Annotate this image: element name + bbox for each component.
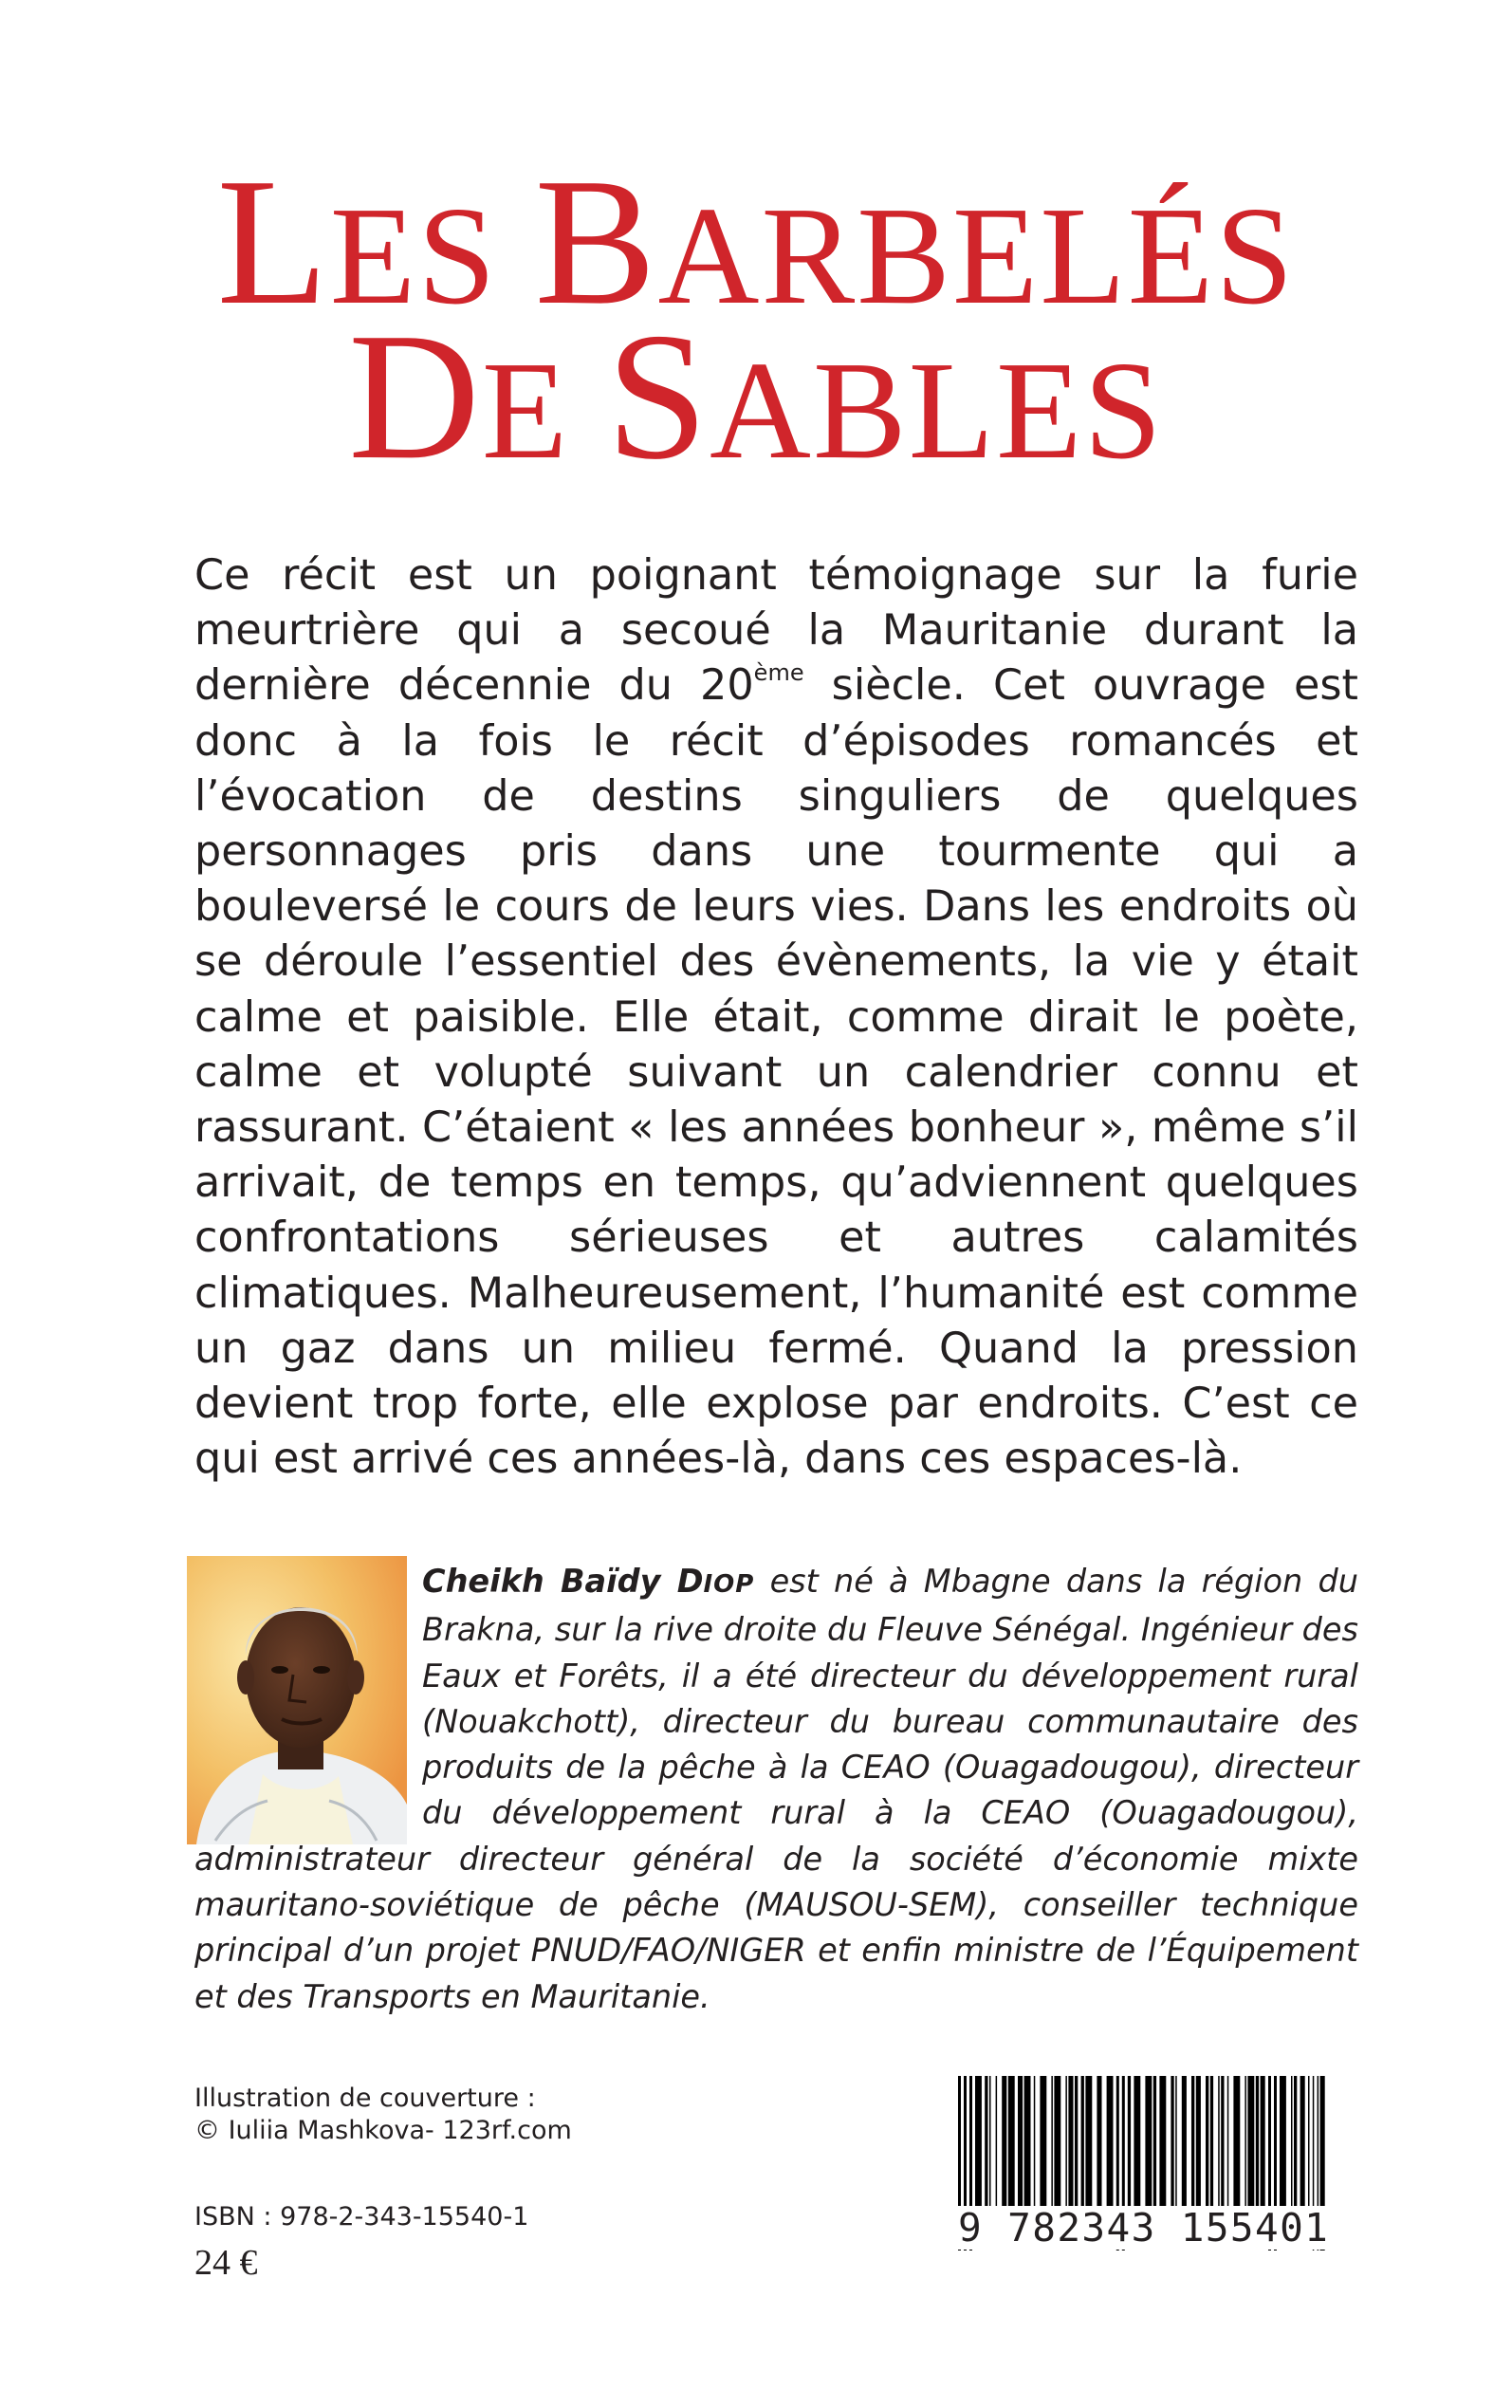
- barcode-bar: [1247, 2076, 1254, 2209]
- barcode-bar: [1233, 2076, 1240, 2209]
- barcode-bar: [1054, 2076, 1060, 2209]
- barcode-bar: [1128, 2076, 1131, 2209]
- barcode-bar: [1191, 2076, 1194, 2209]
- barcode-bar: [985, 2076, 987, 2209]
- barcode-bar: [1196, 2076, 1201, 2209]
- barcode-bar: [1075, 2076, 1078, 2209]
- barcode-bar: [1085, 2076, 1092, 2209]
- author-surname-rest: IOP: [703, 1570, 755, 1599]
- barcode-bar: [975, 2076, 982, 2209]
- title-letter: B: [534, 140, 658, 343]
- barcode-bar: [1308, 2076, 1310, 2209]
- barcode-bar: [1159, 2076, 1166, 2209]
- barcode-bar: [1294, 2076, 1297, 2209]
- author-biography: [194, 1559, 1358, 2020]
- barcode-bar: [1134, 2076, 1140, 2209]
- synopsis-text: siècle. Cet ouvrage est donc à la fois le récit d’épisodes romancés et l’évocation de destins singuliers de quelques personnages pris dans une tourmente qui a bouleversé le cours de leurs vies. Dans les endroits où se déroule l’essentiel des évènements, la vie y était calme et paisible. Elle était, comme dirait le poète, calme et volupté suivant un calendrier connu et rassurant. C’étaient « les années bonheur », même s’il arrivait, de temps en temps, qu’adviennent quelques confrontations sérieuses et autres calamités climatiques. Malheureusement, l’humanité est comme un gaz dans un milieu fermé. Quand la pression devient trop forte, elle explose par endroits. C’est ce qui est arrivé ces années-là, dans ces espaces-là.: [194, 661, 1358, 1484]
- synopsis-paragraph: [194, 548, 1358, 1487]
- barcode-bar: [989, 2076, 991, 2209]
- barcode-bar: [1051, 2076, 1053, 2209]
- title-letters: ES: [329, 178, 535, 334]
- title-letter: S: [606, 295, 710, 497]
- barcode-bar: [1145, 2076, 1152, 2209]
- price: 24 €: [194, 2243, 258, 2283]
- title-letters: ARBELÉS: [657, 178, 1296, 334]
- barcode-bar: [1008, 2076, 1015, 2209]
- barcode-bar: [1175, 2076, 1177, 2209]
- barcode-bar: [1291, 2076, 1293, 2209]
- barcode-bar: [1153, 2076, 1156, 2209]
- illustration-credit-source: © Iuliia Mashkova- 123rf.com: [194, 2116, 572, 2145]
- barcode-bar: [1040, 2076, 1046, 2209]
- barcode-bar: [996, 2076, 998, 2209]
- barcode-bar: [1024, 2076, 1031, 2209]
- barcode-bar: [1107, 2076, 1114, 2209]
- barcode-bar: [1210, 2076, 1213, 2209]
- barcode-bar: [1300, 2076, 1305, 2209]
- barcode-bar: [1206, 2076, 1208, 2209]
- barcode-bar: [1218, 2076, 1220, 2209]
- title-letters: ABLES: [710, 333, 1164, 489]
- title-letter: D: [348, 295, 482, 497]
- barcode-bar: [1068, 2076, 1073, 2209]
- barcode-bar: [1227, 2076, 1229, 2209]
- barcode-bar: [1034, 2076, 1036, 2209]
- illustration-credit-label: Illustration de couverture :: [194, 2084, 536, 2113]
- barcode-bar: [1002, 2076, 1006, 2209]
- synopsis-text: Ce récit est un poignant témoignage sur la furie meurtrière qui a secoué la Mauritanie durant la dernière décennie du 20: [194, 551, 1358, 711]
- book-title-line-2: [0, 295, 1512, 542]
- title-letters: E: [481, 333, 607, 489]
- ordinal-superscript: ème: [753, 659, 804, 687]
- barcode-bar: [1081, 2076, 1084, 2209]
- author-surname-initial: D: [676, 1563, 704, 1600]
- barcode-number: 9 782343 155401: [954, 2206, 1337, 2250]
- barcode-bar: [1182, 2076, 1187, 2209]
- barcode-bar: [1261, 2076, 1265, 2209]
- title-letter: L: [216, 140, 330, 343]
- author-bio-text: est né à Mbagne dans la région du Brakna, sur la rive droite du Fleuve Sénégal. Ingénieur des Eaux et Forêts, il a été directeur du développement rural (Nouakchott), directeur du bureau communautaire des produits de la pêche à la CEAO (Ouagadougou), directeur du développement rural à la CEAO (Ouagadougou), administrateur directeur général de la société d’économie mixte mauritano-soviétique de pêche (MAUSOU-SEM), conseiller technique principal d’un projet PNUD/FAO/NIGER et enfin ministre de l’Équipement et des Transports en Mauritanie.: [194, 1563, 1359, 2015]
- barcode-bar: [1065, 2076, 1067, 2209]
- photo-float-spacer: [194, 1559, 415, 1826]
- author-name: Cheikh Baïdy: [422, 1563, 677, 1600]
- barcode-bar: [1256, 2076, 1259, 2209]
- barcode-bar: [1018, 2076, 1023, 2209]
- isbn: ISBN : 978-2-343-15540-1: [194, 2202, 529, 2232]
- barcode-bar: [1221, 2076, 1224, 2209]
- barcode-bar: [1097, 2076, 1101, 2209]
- barcode-bar: [1171, 2076, 1173, 2209]
- barcode-bar: [1245, 2076, 1246, 2209]
- barcode-bar: [1280, 2076, 1286, 2209]
